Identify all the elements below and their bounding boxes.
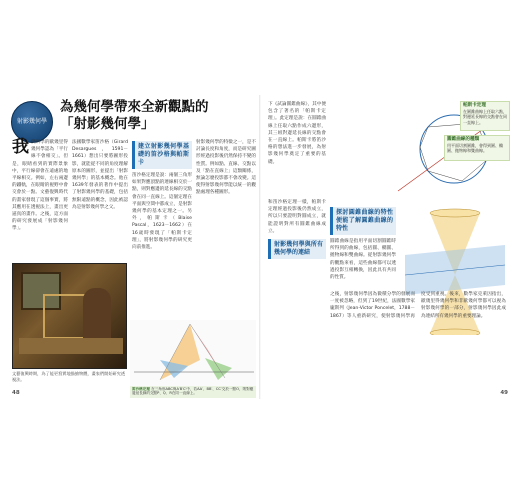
title-line-2: 「射影幾何學」 <box>60 116 155 132</box>
desargues-caption-title: 笛沙格定理 <box>132 387 150 391</box>
right-column-2 <box>330 205 396 285</box>
desargues-figure <box>130 320 256 386</box>
chapter-badge: 射影幾何學 <box>11 101 53 143</box>
column-3-text: 笛沙格定理是說：兩個三角形如果對應頂點的連線相交於一點，則對應邊的延長線的交點會在同一直線上。這個定理在平面與空間中都成立，是射影幾何學的基本定理之一。另外，帕斯卡（Blaise Pascal，1623－1662）在16歲時發現了「帕斯卡定理」，將射影幾何學的研究更向前推進。 <box>132 173 192 251</box>
cone-rim <box>430 209 480 217</box>
title-line-1: 為幾何學帶來全新觀點的 <box>60 99 209 115</box>
right-column-4 <box>330 291 506 385</box>
cone-caption-title: 圓錐曲線的種類 <box>447 137 480 142</box>
renaissance-painting <box>12 263 127 369</box>
intro-column <box>12 139 68 257</box>
dropcap: 我 <box>12 137 29 157</box>
column-2-text: 法國數學家笛沙格（Girard Desargues，1591－1661）想出只要將圖形投影，就能從不同的角度理解原本的圖形，並提出「射影幾何學」的基本概念。他在1639年發表的著作中提出了射影幾何學的基礎，包括無限遠點的概念，因此被認為是射影幾何學之父。 <box>72 140 128 210</box>
left-page <box>8 95 260 399</box>
right-column-3 <box>268 199 326 385</box>
column-4-text: 射影幾何學的特徵之一，是不討論長度和角度，而是研究圖形經過投影後仍然保持不變的性質。例如點、直線、交點以及「點在直線上」這類關係，無論怎麼投影都不會改變。這使得射影幾何學能以統一的觀點處理各種圖形。 <box>196 140 256 196</box>
cone-caption-text: 用平面切割圓錐，會得到圓、橢圓、拋物線和雙曲線。 <box>447 142 503 153</box>
intro-text: 們所學的歐幾里得幾何學認為「平行線不會相交」。但是，眼睛看到的實際景象中，平行線卻會在遠處的地平線相交。例如，左右兩邊的鐵軌，在眼睛的視野中會交會於一點。文藝復興時代的畫家發現了這個事實，將其應用在透視法上，畫出更逼真的畫作。之後，這方面的研究發展成「射影幾何學」。 <box>12 140 68 232</box>
right-column-1 <box>268 101 326 197</box>
triangle-shape <box>205 358 232 380</box>
column-4 <box>196 139 256 317</box>
book-spread <box>8 95 512 399</box>
circle-caption <box>460 101 510 131</box>
page-number-left: 48 <box>12 390 20 396</box>
right-page <box>260 95 512 399</box>
column-3 <box>132 139 192 317</box>
painting-caption: 文藝復興時期，為了能更寫實地描繪物體，畫家們開始研究透視法。 <box>12 371 126 382</box>
desargues-caption <box>130 386 256 398</box>
cone-caption <box>444 135 510 161</box>
page-number-right: 49 <box>500 390 508 396</box>
sidebar-heading-2: 射影幾何學與所有幾何學的連結 <box>268 239 326 259</box>
sidebar-heading: 建立射影幾何學基礎的笛沙格與帕斯卡 <box>132 141 192 169</box>
right-column-2-text: 圓錐曲線是指用平面切割圓錐時所得到的曲線，包括圓、橢圓、拋物線和雙曲線。從射影幾何學的觀點來看，這些曲線都可以透過投影互相轉換，因此具有共同的性質。 <box>330 239 396 281</box>
page-title <box>60 99 209 133</box>
circle-caption-title: 帕斯卡定理 <box>463 103 486 108</box>
circle-caption-text: 在圓錐曲線上任取六點，對邊延長線的交點會在同一直線上。 <box>463 108 507 125</box>
desargues-caption-text: 在三角形ABC與A′B′C′中，若AA′、BB′、CC′交於一點O，則對應邊延長線的交點P、Q、R在同一直線上。 <box>132 387 254 396</box>
right-column-1-text: 下《試論圓錐曲線》，其中便包含了著名的「帕斯卡定理」。此定理是說：在圓錐曲線上任取六點作成六邊形，其三組對邊延長線的交點會在一直線上。帕斯卡將笛沙格的想法進一步發展，為射影幾何學奠定了重要的基礎。 <box>268 102 326 165</box>
column-2 <box>72 139 128 257</box>
right-column-3-text: 和笛沙格定理一樣，帕斯卡定理經過投影後仍然成立，所以只要證明對圓成立，就能證明對所有圓錐曲線成立。 <box>268 200 326 234</box>
sidebar-heading-1: 探討圓錐曲線的特性便能了解圓錐曲線的特性 <box>330 207 396 235</box>
right-column-4-text: 之後，射影幾何學因為微積分學的發展而一度被忽略，但到了19世紀，法國數學家龐斯列（Jean-Victor Poncelet，1788－1867）等人重新研究，使射影幾何學再度受到重視。後來，數學家克萊因指出，歐幾里得幾何學和非歐幾何學都可以視為射影幾何學的一部分，射影幾何學因此成為連結所有幾何學的重要理論。 <box>330 292 506 319</box>
